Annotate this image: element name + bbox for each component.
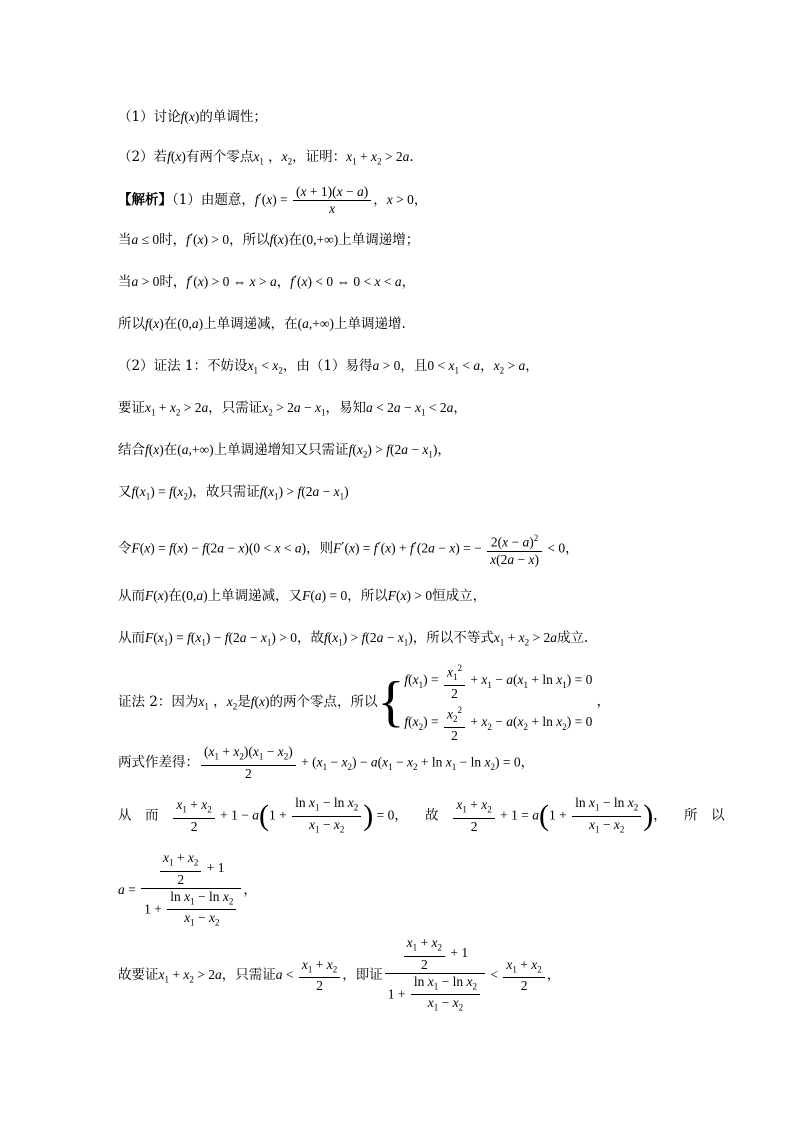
proof2-line-5: 故要证$x_1 + x_2 > 2a$，只需证a < $\frac{x_1 + x_2}{2}$ ，即证 $\frac{x_1 + x_2}{2}$ + 1 1 + $\frac{\ln x_1 - \ln x_2}{x_1 - x_2}$ < $\frac{x_1 + x_2}{2}$ ， <box>118 935 560 1016</box>
proof2-line-3: 从 而 $\frac{x_1 + x_2}{2}$ + 1 − a(1 + $\frac{\ln x_1 - \ln x_2}{x_1 - x_2}$ ) = 0， 故 $\frac{x_1 + x_2}{2}$ + 1 = a(1 + $\frac{\ln x_1 - \ln x_2}{x_1 - x_2}$ )， 所 以 <box>118 795 724 837</box>
proof2-line-4: a = $\frac{x_1 + x_2}{2}$ + 1 1 + $\frac{\ln x_1 - \ln x_2}{x_1 - x_2}$ ， <box>118 850 257 931</box>
proof1-line-1: （2）证法 1：不妨设$x_1 < x_2$，由（1）易得a > 0，且$0 < x_1 < a$，$x_2 > a$， <box>118 358 539 376</box>
proof1-line-6: 从而F(x)在(0,a)上单调递减，又F(a) = 0，所以F(x) > 0恒成立， <box>118 588 487 604</box>
equation-system: $f(x_1)$ = $\frac{x_1^2}{2}$ + $x_1 - a(x_1 + \ln x_1) = 0$ $f(x_2)$ = $\frac{x_2^2}{2}$ + $x_2 - a(x_2 + \ln x_2) = 0$ <box>404 663 593 744</box>
analysis-line-4: 所以f(x)在(0,a)上单调递减，在(a,+∞)上单调递增. <box>118 316 406 332</box>
proof1-line-7: 从而$F(x_1) = f(x_1) - f(2a - x_1) > 0$，故$f(x_1) > f(2a - x_1)$，所以不等式$x_1 + x_2 > 2a$成立. <box>118 630 589 648</box>
analysis-line-1: 【解析】（1）由题意，f′(x) = $\frac{(x + 1)(x - a)}{x}$ ，x > 0， <box>118 184 428 216</box>
proof2-line-2: 两式作差得： $\frac{(x_1 + x_2)(x_1 - x_2)}{2}$ + $(x_1 - x_2) - a(x_1 - x_2 + \ln x_1 - \ln x_2) = 0$， <box>118 744 535 781</box>
analysis-line-3: 当a > 0时，f′(x) > 0 ⇔ x > a，f′(x) < 0 ⇔ 0 < x < a， <box>118 274 416 290</box>
proof2-line-1: 证法 2：因为$x_1$ ，$x_2$是f(x)的两个零点，所以{ $f(x_1)$ = $\frac{x_1^2}{2}$ + $x_1 - a(x_1 + \ln x_1) = 0$ $f(x_2)$ = $\frac{x_2^2}{2}$ + $x_2 - a(x_2 + \ln x_2) = 0$ ， <box>118 660 610 744</box>
proof1-line-3: 结合f(x)在(a,+∞)上单调递增知又只需证$f(x_2) > f(2a - x_1)$， <box>118 442 451 460</box>
proof1-line-2: 要证$x_1 + x_2 > 2a$，只需证$x_2 > 2a - x_1$，易知$a < 2a - x_1 < 2a$， <box>118 400 467 418</box>
question-part-1: （1）讨论f(x)的单调性； <box>118 109 267 125</box>
proof1-line-4: 又$f(x_1) = f(x_2)$，故只需证$f(x_1) > f(2a - x_1)$ <box>118 484 349 502</box>
analysis-tag: 【解析】 <box>118 192 172 208</box>
question-part-2: （2）若f(x)有两个零点$x_1$ ，$x_2$，证明：$x_1 + x_2 > 2a$. <box>118 149 414 167</box>
system-brace: { <box>377 671 405 734</box>
analysis-line-2: 当a ≤ 0时，f′(x) > 0，所以f(x)在(0,+∞)上单调递增； <box>118 232 420 248</box>
proof1-line-5: 令F(x) = f(x) − f(2a − x)(0 < x < a)，则F′(x) = f′(x) + f′(2a − x) = − $\frac{2(x - a)^2}{x(2a - x)}$ < 0， <box>118 533 579 567</box>
